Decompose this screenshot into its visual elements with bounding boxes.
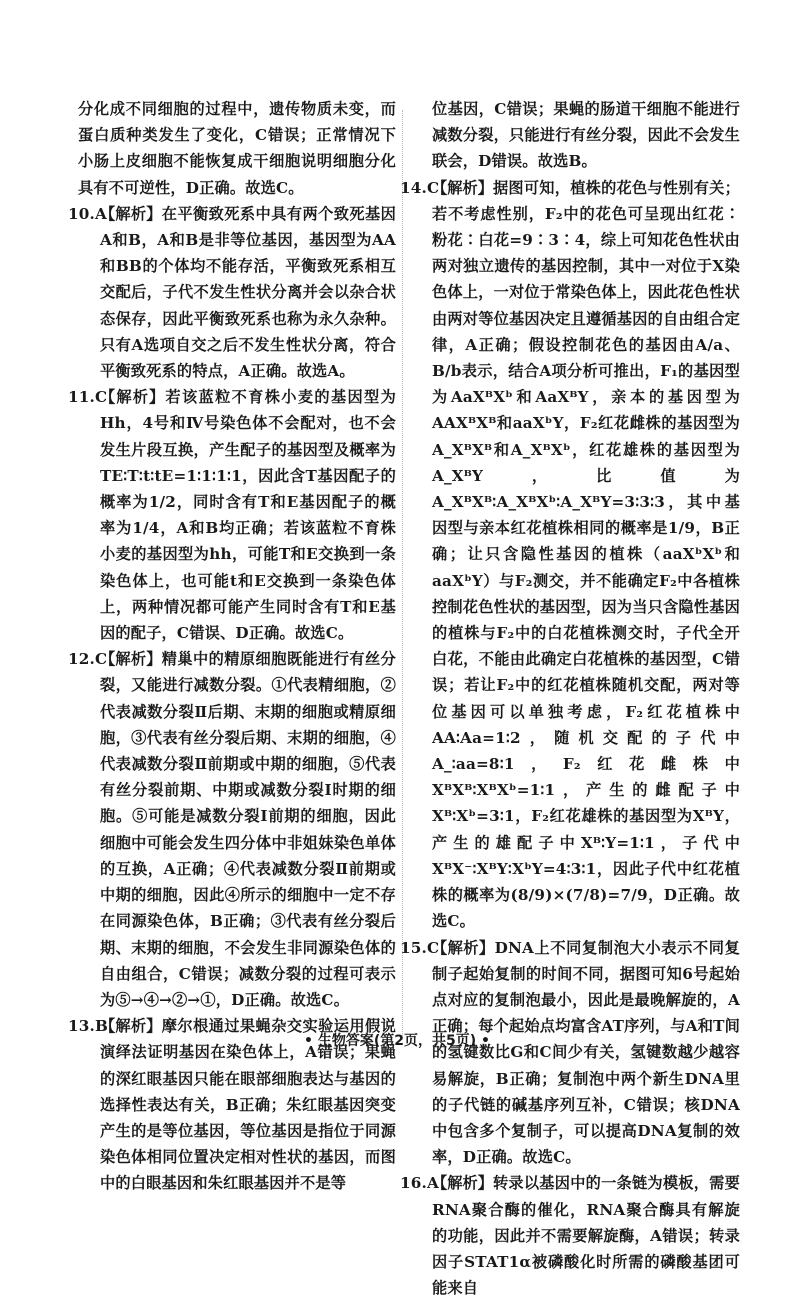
answer-item-13-continued [410,96,740,175]
analysis-tag: 【解析】 [100,388,166,407]
answer-item-14 [400,175,741,935]
answer-text: DNA上不同复制泡大小表示不同复制子起始复制的时间不同，据图可知6号起始点对应的复制泡最小，因此是最晚解旋的，A正确；每个起始点均富含AT序列，与A和T间的氢键数比G和C间少有关，氢键数越少越容易解旋，B正确；复制泡中两个新生DNA里的子代链的碱基序列互补，C错误；核DNA中包含多个复制子，可以提高DNA复制的效率，D正确。故选C。 [432,938,740,1167]
analysis-tag: 【解析】 [432,178,493,197]
question-number: 12.C [68,650,108,669]
answer-text: 据图可知，植株的花色与性别有关；若不考虑性别，F₂中的花色可呈现出红花∶粉花∶白花=9∶3∶4，综上可知花色性状由两对独立遗传的基因控制，其中一对位于X染色体上，一对位于常染色体上，因此花色性状由两对等位基因决定且遵循基因的自由组合定律，A正确；假设控制花色的基因由A/a、B/b表示，结合A项分析可推出，F₁的基因型为AaXᴮXᵇ和AaXᴮY，亲本的基因型为AAXᴮXᴮ和aaXᵇY，F₂红花雌株的基因型为A_XᴮXᴮ和A_XᴮXᵇ，红花雄株的基因型为A_XᴮY，比值为A_XᴮXᴮ∶A_XᴮXᵇ∶A_XᴮY=3∶3∶3，其中基因型与亲本红花植株相同的概率是1/9，B正确；让只含隐性基因的植株（aaXᵇXᵇ和aaXᵇY）与F₂测交，并不能确定F₂中各植株控制花色性状的基因型，因为当只含隐性基因的植株与F₂中的白花植株测交时，子代全开白花，不能由此确定白花植株的基因型，C错误；若让F₂中的红花植株随机交配，两对等位基因可以单独考虑，F₂红花植株中AA∶Aa=1∶2，随机交配的子代中A_∶aa=8∶1，F₂红花雌株中XᴮXᴮ∶XᴮXᵇ=1∶1，产生的雌配子中Xᴮ∶Xᵇ=3∶1，F₂红花雄株的基因型为XᴮY，产生的雄配子中Xᴮ∶Y=1∶1，子代中XᴮX⁻∶XᴮY∶XᵇY=4∶3∶1，因此子代中红花植株的概率为(8/9)×(7/8)=7/9，D正确。故选C。 [432,178,741,931]
analysis-tag: 【解析】 [432,938,495,957]
column-divider [402,110,403,1040]
answer-item-12 [68,646,397,1013]
answer-item-16 [400,1170,741,1301]
analysis-tag: 【解析】 [100,650,162,669]
right-column [400,96,741,1301]
question-number: 13.B [68,1017,109,1036]
answer-text: 摩尔根通过果蝇杂交实验运用假说演绎法证明基因在染色体上，A错误；果蝇的深红眼基因只能在眼部细胞表达与基因的选择性表达有关，B正确；朱红眼基因突变产生的是等位基因，等位基因是指位于同源染色体相同位置决定相对性状的基因，而图中的白眼基因和朱红眼基因并不是等 [100,1017,397,1193]
question-number: 16.A [400,1174,440,1193]
answer-text: 若该蓝粒不育株小麦的基因型为Hh，4号和Ⅳ号染色体不会配对，也不会发生片段互换，产生配子的基因型及概率为TE∶T∶t∶tE=1∶1∶1∶1，因此含T基因配子的概率为1/2，同时含有T和E基因配子的概率为1/4，A和B均正确；若该蓝粒不育株小麦的基因型为hh，可能T和E交换到一条染色体上，也可能t和E交换到一条染色体上，两种情况都可能产生同时含有T和E基因的配子，C错误、D正确。故选C。 [100,388,396,643]
question-number: 11.C [68,388,108,407]
answer-item-11 [68,384,396,646]
answer-text: 位基因，C错误；果蝇的肠道干细胞不能进行减数分裂，只能进行有丝分裂，因此不会发生联会，D错误。故选B。 [432,100,740,171]
analysis-tag: 【解析】 [100,1017,162,1036]
answer-item-15 [400,935,740,1171]
question-number: 15.C [400,938,440,957]
analysis-tag: 【解析】 [432,1174,493,1193]
page-footer: • 生物答案(第2页，共5页) • [304,1033,490,1049]
answer-item-10 [68,201,397,384]
intro-paragraph: 分化成不同细胞的过程中，遗传物质未变，而蛋白质种类发生了变化，C错误；正常情况下小肠上皮细胞不能恢复成干细胞说明细胞分化具有不可逆性，D正确。故选C。 [78,100,396,197]
answer-text: 转录以基因中的一条链为模板，需要RNA聚合酶的催化，RNA聚合酶具有解旋的功能，因此并不需要解旋酶，A错误；转录因子STAT1α被磷酸化时所需的磷酸基团可能来自 [432,1174,741,1298]
question-number: 14.C [400,178,440,197]
analysis-tag: 【解析】 [100,204,162,223]
answer-text: 精巢中的精原细胞既能进行有丝分裂，又能进行减数分裂。①代表精细胞，②代表减数分裂Ⅱ后期、末期的细胞或精原细胞，③代表有丝分裂后期、末期的细胞，④代表减数分裂Ⅱ前期或中期的细胞，⑤代表有丝分裂前期、中期或减数分裂Ⅰ时期的细胞。⑤可能是减数分裂Ⅰ前期的细胞，因此细胞中可能会发生四分体中非姐妹染色单体的互换，A正确；④代表减数分裂Ⅱ前期或中期的细胞，因此④所示的细胞中一定不存在同源染色体，B正确；③代表有丝分裂后期、末期的细胞，不会发生非同源染色体的自由组合，C错误；减数分裂的过程可表示为⑤→④→②→①，D正确。故选C。 [100,650,397,1009]
question-number: 10.A [68,204,108,223]
answer-text: 在平衡致死系中具有两个致死基因A和B，A和B是非等位基因，基因型为AA和BB的个体均不能存活，平衡致死系相互交配后，子代不发生性状分离并会以杂合状态保存，因此平衡致死系也称为永久杂种。只有A选项自交之后不发生性状分离，符合平衡致死系的特点，A正确。故选A。 [100,204,397,381]
